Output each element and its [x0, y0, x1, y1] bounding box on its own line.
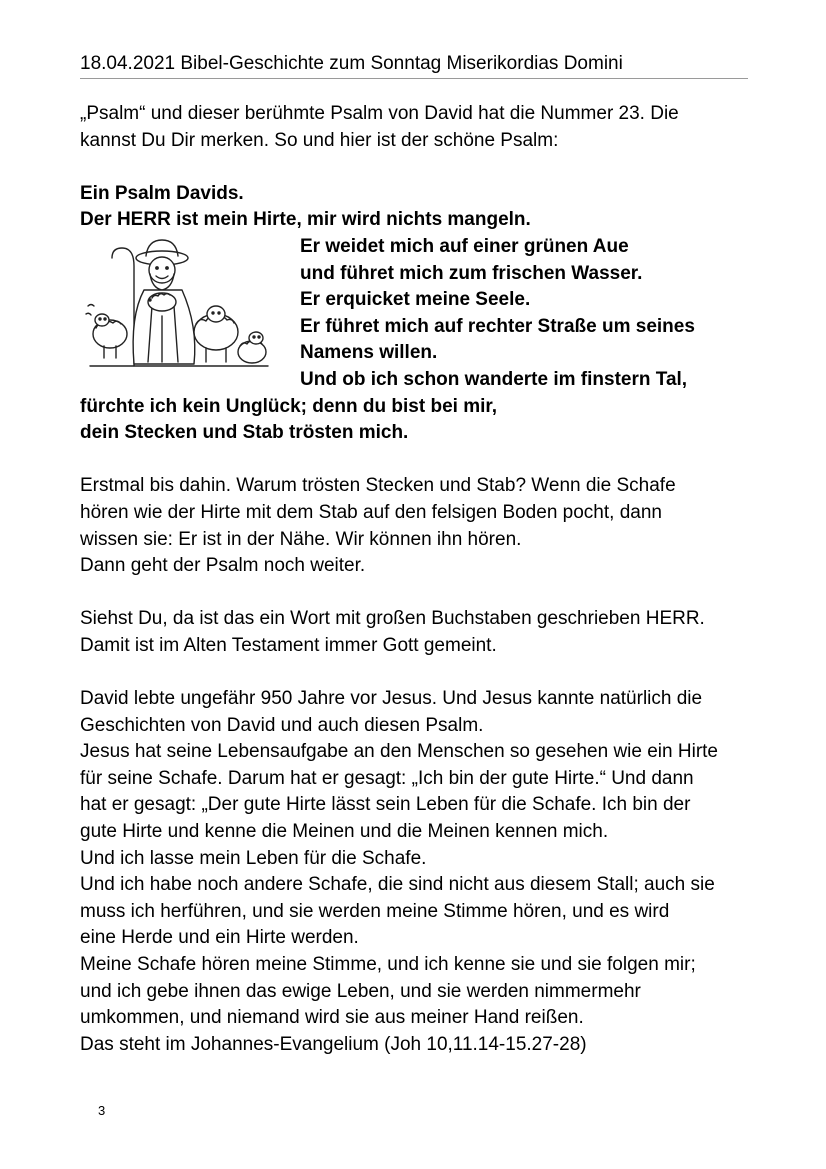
psalm-line: fürchte ich kein Unglück; denn du bist bei mir, [80, 395, 497, 417]
text-line: kannst Du Dir merken. So und hier ist der schöne Psalm: [80, 129, 559, 151]
document-body [80, 101, 760, 1058]
text-line: hat er gesagt: „Der gute Hirte lässt sein Leben für die Schafe. Ich bin der [80, 794, 691, 816]
text-line: Erstmal bis dahin. Warum trösten Stecken und Stab? Wenn die Schafe [80, 475, 676, 497]
text-line: „Psalm“ und dieser berühmte Psalm von David hat die Nummer 23. Die [80, 103, 679, 124]
text-line: Dann geht der Psalm noch weiter. [80, 555, 366, 577]
text-line: Siehst Du, da ist das ein Wort mit großen Buchstaben geschrieben HERR. [80, 608, 705, 630]
psalm-line: Er weidet mich auf einer grünen Aue [300, 235, 629, 257]
page-header: 18.04.2021 Bibel-Geschichte zum Sonntag Miserikordias Domini [80, 52, 748, 79]
text-line: hören wie der Hirte mit dem Stab auf den felsigen Boden pocht, dann [80, 501, 662, 523]
psalm-line: Er erquicket meine Seele. [300, 289, 531, 311]
text-line: für seine Schafe. Darum hat er gesagt: „Ich bin der gute Hirte.“ Und dann [80, 767, 694, 789]
text-line: gute Hirte und kenne die Meinen und die Meinen kennen mich. [80, 821, 609, 843]
psalm-line: dein Stecken und Stab trösten mich. [80, 422, 409, 444]
text-line: Und ich habe noch andere Schafe, die sind nicht aus diesem Stall; auch sie [80, 874, 715, 896]
text-line: Jesus hat seine Lebensaufgabe an den Menschen so gesehen wie ein Hirte [80, 741, 718, 763]
psalm-line: Der HERR ist mein Hirte, mir wird nichts mangeln. [80, 209, 531, 231]
page-number: 3 [98, 1103, 106, 1118]
psalm-title: Ein Psalm Davids. [80, 182, 244, 204]
psalm-line: und führet mich zum frischen Wasser. [300, 262, 643, 284]
text-line: Das steht im Johannes-Evangelium (Joh 10,11.14-15.27-28) [80, 1033, 587, 1055]
text-line: muss ich herführen, und sie werden meine Stimme hören, und es wird [80, 900, 670, 922]
psalm-line: Und ob ich schon wanderte im finstern Tal, [300, 368, 688, 390]
text-line: eine Herde und ein Hirte werden. [80, 927, 359, 949]
text-line: Geschichten von David und auch diesen Psalm. [80, 714, 484, 736]
psalm-line: Er führet mich auf rechter Straße um seines [300, 315, 695, 337]
text-line: Meine Schafe hören meine Stimme, und ich kenne sie und sie folgen mir; [80, 954, 696, 975]
psalm-line: Namens willen. [300, 342, 438, 364]
text-line: Damit ist im Alten Testament immer Gott gemeint. [80, 634, 497, 656]
text-line: wissen sie: Er ist in der Nähe. Wir können ihn hören. [80, 528, 522, 550]
text-line: David lebte ungefähr 950 Jahre vor Jesus. Und Jesus kannte natürlich die [80, 688, 703, 710]
text-line: und ich gebe ihnen das ewige Leben, und sie werden nimmermehr [80, 980, 641, 1002]
text-line: umkommen, und niemand wird sie aus meiner Hand reißen. [80, 1007, 584, 1029]
text-line: Und ich lasse mein Leben für die Schafe. [80, 847, 427, 869]
